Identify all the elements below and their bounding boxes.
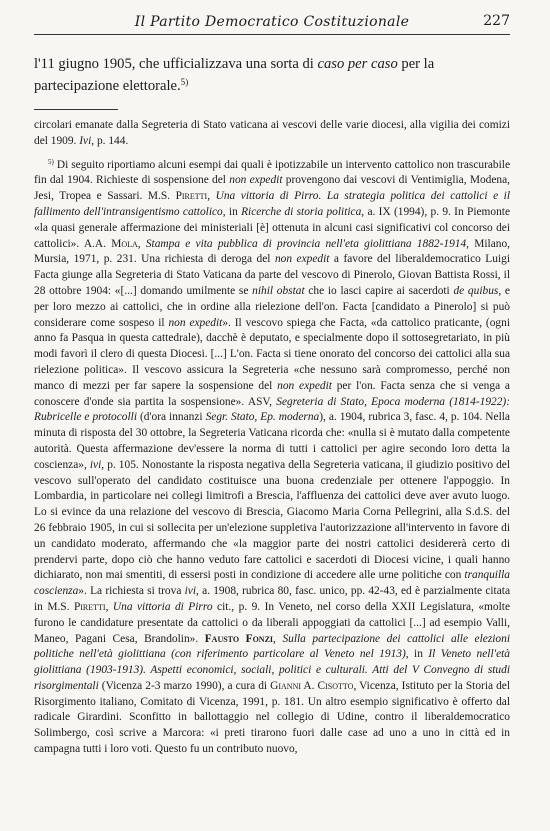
fn5-s23: , Vicenza, Istituto per la Storia del Risorgimento italiano, Comitato di Vicenza, 1991, p. 181. Un altro esempio significativo è offerto dal radicale Girardini. Sconfitto in ballottaggio nel collegio di Udine, contro il liberaldemocratico Solimbergo, così scrive a Marcora: «i preti tirarono fuori dalle case ad uno a uno in città ed in campagna tutti i loro voti. Questo fu un contributo nuovo, (34, 679, 511, 756)
footnote-5-mark: 5) (48, 157, 54, 166)
fn5-i14: ivi (184, 585, 197, 598)
running-title: Il Partito Democratico Costituzionale (134, 14, 410, 30)
fn5-s11: ». Il vescovo spiega che Facta, «da cattolico praticante, (ogni anno fa Pasqua in questa cattedrale), dacchè è deputato, e specialmente dopo il sottosegretariato, in più modi favorì il clero di questa Diocesi. [...] L'on. Facta si tiene onorato del concorso dei cattolici alla sua rielezione politica». Il vescovo assicura la Segreteria «che nessuno sarà compromesso, perché non manco di mezzi per far sapere la sospensione del (34, 316, 510, 392)
fn5-i17: Il Veneto nell'età giolittiana (1903-1913). Aspetti economici, sociali, politici e culturali. Atti del V Convegno di studi risorgimentali (34, 648, 510, 692)
fn5-s7: , Milano, Mursia, 1971, p. 231. Una richiesta di deroga del (34, 237, 510, 266)
fn5-s20: , (273, 632, 283, 645)
fn5-i10: Segreteria di Stato, Epoca moderna (1814-1922): Rubricelle e protocolli (34, 395, 510, 424)
footnote-separator (34, 109, 118, 110)
body-italic: caso per caso (317, 56, 398, 72)
fn5-s21: , in (405, 648, 429, 661)
fn5-s1: Di seguito riportiamo alcuni esempi dai quali è ipotizzabile un intervento cattolico non trascurabile fin dal 1904. Richieste di sospensione del (34, 158, 510, 187)
fn5-s12: per l'on. Facta senza che si venga a conoscere d'onde sia partita la sospensione». ASV, (34, 379, 510, 408)
footnote-5 (34, 158, 510, 758)
fn5-i5: non expedit (274, 253, 330, 266)
fn5-s22: (Vicenza 2-3 marzo 1990), a cura di (98, 679, 271, 692)
page-number: 227 (483, 13, 510, 29)
fn-cont-text-a: circolari emanate dalla Segreteria di Stato vaticana ai vescovi delle varie diocesi, alla vigilia dei comizi del 1909. (34, 119, 510, 147)
fn5-i8: non expedit (168, 316, 223, 329)
fn-cont-text-b: , p. 144. (91, 134, 129, 147)
fn5-s9: che io lasci capire ai sacerdoti (304, 284, 454, 297)
fn5-i12: ivi (89, 458, 102, 471)
fn5-i3: Ricerche di storia politica (241, 205, 362, 218)
fn5-i7: de quibus (453, 284, 499, 297)
fn5-s5: , a. IX (1994), p. 9. In Piemonte «la quasi generale affermazione dei ministeriali [è] ottenuta in alcuni casi significativi col concorso dei cattolici». A.A. (34, 205, 511, 250)
fn5-s17: , a. 1908, rubrica 80, fasc. unico, pp. 42-43, ed è parzialmente citata in M.S. (34, 585, 510, 613)
page-header (34, 10, 510, 35)
footnotes (34, 118, 510, 758)
fn5-i9: non expedit (277, 379, 332, 392)
fn5-i16: Sulla partecipazione dei cattolici alle elezioni politiche nell'età giolittiana (con riferimento particolare al Veneto nel 1913) (34, 632, 510, 661)
fn5-s4: , in (222, 205, 242, 218)
body-text-2: per la partecipazione elettorale. (34, 56, 435, 94)
fn5-s8: a favore del liberaldemocratico Luigi Facta giunge alla Segreteria di Stato Vaticana da parte del vescovo di Pinerolo, Giovan Battista Rossi, il 28 ottobre 1904: «[...] domando umilmente se (34, 253, 510, 297)
fn5-i6: nihil obstat (252, 284, 305, 297)
body-text-1: l'11 giugno 1905, che ufficializzava una sorta di (34, 56, 318, 72)
footnote-continuation (34, 118, 510, 150)
fn5-s2: provengono dai vescovi di Ventimiglia, Modena, Jesi, Tropea e Sassari. M.S. (34, 174, 510, 203)
fn5-editor-cisotto: Gianni A. Cisotto (270, 679, 354, 692)
fn-cont-ivi: Ivi (79, 134, 92, 147)
fn5-s16: ». La richiesta si trova (78, 585, 185, 598)
fn5-s3: , (207, 190, 216, 203)
fn5-i11: Segr. Stato, Ep. moderna (205, 411, 320, 424)
fn5-i13: tranquilla coscienza (34, 569, 510, 598)
fn5-s10: , e per loro mezzo ai cattolici, che in ordine alla rielezione dell'on. Facta [candidato a Pinerolo] si può considerare come sospeso il (34, 284, 510, 329)
body-paragraph (34, 54, 510, 97)
fn5-i2: Una vittoria di Pirro. La strategia politica dei cattolici e il fallimento dell'intransigentismo cattolico (34, 190, 510, 218)
fn5-author-piretti: Piretti (175, 190, 208, 203)
fn5-author-mola: Mola (111, 237, 138, 250)
footnote-reference: 5) (180, 76, 189, 87)
fn5-s18: , (105, 600, 113, 613)
fn5-s15: , p. 105. Nonostante la risposta negativa della Segreteria vaticana, il giudizio positivo del vescovo sull'operato del candidato costituisce una buona credenziale per ottenere l'appoggio. In Lombardia, in particolare nei collegi limitrofi a Brescia, l'affluenza dei cattolici deve aver avuto luogo. Lo si evince da una relazione del vescovo di Brescia, Giacomo Maria Corna Pellegrini, alla S.d.S. del 26 febbraio 1905, in cui si sollecita per un'elezione suppletiva l'autorizzazione all'intervento in favore di un candidato moderato, affermando che «la maggior parte dei nostri cattolici desidererà certo di prendervi parte, dopo ciò che hanno veduto fare cattolici e sacerdoti di Diocesi vicine, i quali hanno dichiarato, non mai smentiti, di essersi posti in condizione di accedere alle urne politiche con (34, 458, 510, 582)
fn5-author-piretti-2: Piretti (73, 600, 106, 613)
fn5-i4: Stampa e vita pubblica di provincia nell'eta giolittiana 1882-1914 (145, 237, 467, 250)
fn5-i1: non expedit (229, 174, 283, 187)
fn5-author-fonzi: Fausto Fonzi (204, 632, 274, 645)
fn5-s14: ), a. 1904, rubrica 3, fasc. 4, p. 104. Nella minuta di risposta del 30 ottobre, la Segreteria Vaticana ricorda che: «nulla si è mutato dalla competente autorità. Questa affermazione dev'essere la norma di tutti i cattolici per agire secondo loro detta la coscienza», (34, 411, 510, 471)
fn5-s6: , (137, 237, 146, 250)
fn5-s19: cit., p. 9. In Veneto, nel corso della XXII Legislatura, «molte furono le candidature presentate da cattolici o da liberali appoggiati da cattolici [...] ad esempio Valli, Maneo, Pagani Cesa, Brandolin». (34, 600, 511, 645)
fn5-i15: Una vittoria di Pirro (112, 600, 213, 613)
fn5-s13: (d'ora innanzi (136, 411, 206, 424)
